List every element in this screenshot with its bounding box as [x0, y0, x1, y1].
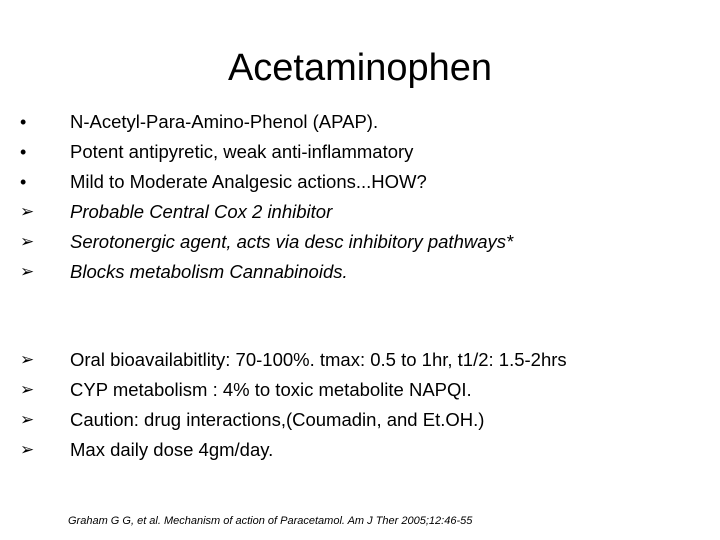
- arrow-bullet-icon: ➢: [20, 440, 35, 459]
- arrow-bullet-icon: ➢: [20, 410, 35, 429]
- bullet-text: Mild to Moderate Analgesic actions...HOW?: [70, 171, 427, 192]
- bullet-item: [20, 137, 710, 167]
- bullet-text: Probable Central Cox 2 inhibitor: [70, 201, 333, 222]
- bullet-item: [20, 227, 710, 257]
- bullet-dot-icon: •: [20, 172, 27, 192]
- arrow-bullet-icon: ➢: [20, 380, 35, 399]
- bullet-dot-icon: •: [20, 142, 27, 162]
- bullet-item: [20, 167, 710, 197]
- bullet-text: Caution: drug interactions,(Coumadin, and Et.OH.): [70, 409, 485, 430]
- bullet-dot-icon: •: [20, 112, 27, 132]
- bullet-item: [20, 375, 710, 405]
- bullet-list-mechanism: [20, 107, 710, 287]
- bullet-list-pharmacokinetics: [20, 345, 710, 465]
- arrow-bullet-icon: ➢: [20, 262, 35, 281]
- bullet-item: [20, 435, 710, 465]
- citation: Graham G G, et al. Mechanism of action of Paracetamol. Am J Ther 2005;12:46-55: [68, 515, 473, 527]
- arrow-bullet-icon: ➢: [20, 232, 35, 251]
- bullet-item: [20, 345, 710, 375]
- bullet-text: Oral bioavailabitlity: 70-100%. tmax: 0.5 to 1hr, t1/2: 1.5-2hrs: [70, 349, 567, 370]
- bullet-item: [20, 107, 710, 137]
- bullet-item: [20, 405, 710, 435]
- bullet-item: [20, 197, 710, 227]
- bullet-text: Blocks metabolism Cannabinoids.: [70, 261, 348, 282]
- bullet-text: Potent antipyretic, weak anti-inflammatory: [70, 141, 414, 162]
- bullet-text: N-Acetyl-Para-Amino-Phenol (APAP).: [70, 111, 379, 132]
- arrow-bullet-icon: ➢: [20, 350, 35, 369]
- slide-title: Acetaminophen: [227, 47, 493, 89]
- bullet-text: Serotonergic agent, acts via desc inhibitory pathways*: [70, 231, 514, 252]
- bullet-item: [20, 257, 710, 287]
- arrow-bullet-icon: ➢: [20, 202, 35, 221]
- bullet-text: CYP metabolism : 4% to toxic metabolite NAPQI.: [70, 379, 472, 400]
- bullet-text: Max daily dose 4gm/day.: [70, 439, 274, 460]
